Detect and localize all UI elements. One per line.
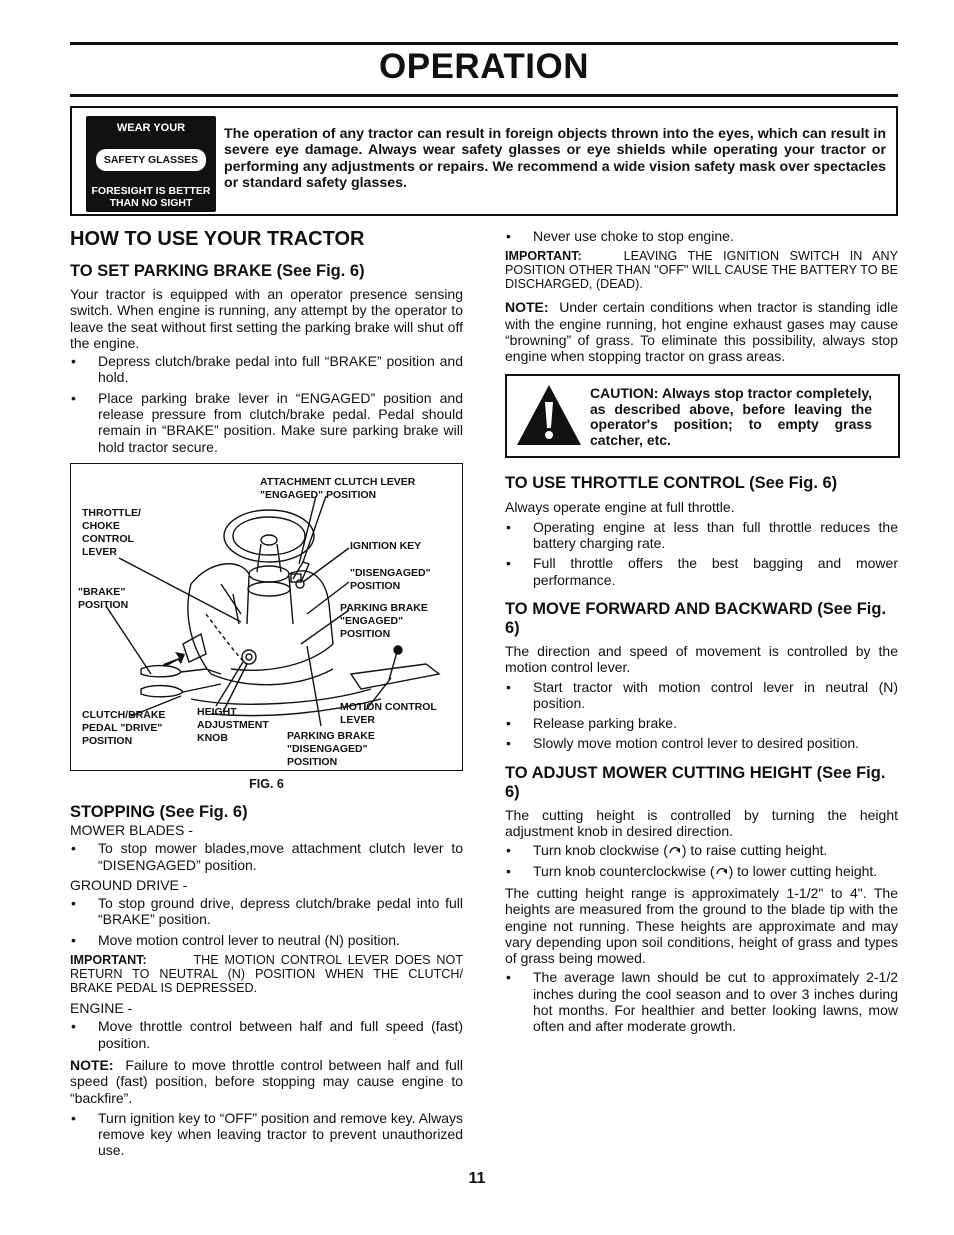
header-rule-top [70,42,898,45]
label-parking-brake-disengaged: PARKING BRAKE "DISENGAGED" POSITION [287,729,375,768]
ground-bullet-1: • To stop ground drive, depress clutch/brake pedal into full “BRAKE” position. [70,895,463,928]
cw-post: ) to raise cutting height. [681,842,828,859]
badge-line-3a: FORESIGHT IS BETTER [91,185,211,197]
ground-bullet-2: • Move motion control lever to neutral (N) position. [70,932,463,948]
move-heading: TO MOVE FORWARD AND BACKWARD (See Fig. 6) [505,599,887,637]
counterclockwise-arrow-icon [715,865,729,876]
throttle-intro: Always operate engine at full throttle. [505,499,735,516]
throttle-heading: TO USE THROTTLE CONTROL (See Fig. 6) [505,474,838,493]
right-column [505,228,898,1035]
important-label-right: IMPORTANT: [505,249,582,264]
counterclockwise-bullet [505,863,898,879]
backfire-note [70,1057,463,1106]
badge-line-2: SAFETY GLASSES [96,149,206,171]
warning-text: The operation of any tractor can result in foreign objects thrown into the eyes, which can result in severe eye damage. Always wear safety glasses or eye shields while operating your tractor or performing any adjustments or repairs. We recommend a wide vision safety mask over spectacles or standard safety glasses. [224,126,886,192]
safety-glasses-warning [70,106,898,216]
label-parking-brake-engaged: PARKING BRAKE "ENGAGED" POSITION [340,601,428,640]
throttle-bullet-1: • Operating engine at less than full throttle reduces the battery charging rate. [505,519,898,552]
label-disengaged-position: "DISENGAGED" POSITION [350,566,431,592]
label-height-adjustment-knob: HEIGHT ADJUSTMENT KNOB [197,705,269,744]
blades-bullet: • To stop mower blades,move attachment clutch lever to “DISENGAGED” position. [70,840,463,873]
badge-line-1: WEAR YOUR [116,122,186,134]
mower-blades-label: MOWER BLADES - [70,821,193,838]
important-text-right: LEAVING THE IGNITION SWITCH IN ANY POSITION OTHER THAN "OFF" WILL CAUSE THE BATTERY TO BE DISCHARGED, (DEAD). [505,249,899,292]
engine-bullet: • Move throttle control between half and full speed (fast) position. [70,1018,463,1051]
label-clutch-brake-pedal: CLUTCH/BRAKE PEDAL "DRIVE" POSITION [82,708,166,747]
label-motion-control-lever: MOTION CONTROL LEVER [340,700,437,726]
browning-note [505,299,898,364]
safety-glasses-badge [86,116,216,212]
parking-bullet-1: • Depress clutch/brake pedal into full “BRAKE” position and hold. [70,353,463,386]
label-attachment-clutch: ATTACHMENT CLUTCH LEVER "ENGAGED" POSITION [260,475,416,501]
steering-wheel-shape [224,510,314,562]
move-intro: The direction and speed of movement is controlled by the motion control lever. [505,642,898,676]
ground-drive-label: GROUND DRIVE - [70,876,188,893]
header-rule-bottom [70,94,898,97]
note-text: Failure to move throttle control between half and full speed (fast) position, before stopping may cause engine to “backfire”. [70,1056,464,1106]
engine-label: ENGINE - [70,1000,133,1017]
figure-caption: FIG. 6 [249,776,284,791]
caution-text: CAUTION: Always stop tractor completely, as described above, before leaving the operator's position; to empty grass catcher, etc. [590,385,872,448]
lawn-bullet: • The average lawn should be cut to approximately 2-1/2 inches during the cool season and to over 3 inches during hot months. For healthier and better looking lawns, mow often and after moderate growth. [505,969,898,1034]
badge-line-3 [86,185,216,209]
page-title: OPERATION [379,47,589,86]
important-neutral [70,953,463,995]
badge-line-3b: THAN NO SIGHT [109,197,193,209]
ccw-post: ) to lower cutting height. [728,862,878,879]
move-bullet-3: • Slowly move motion control lever to desired position. [505,735,898,751]
move-bullet-1: • Start tractor with motion control lever in neutral (N) position. [505,679,898,712]
height-intro: The cutting height is controlled by turning the height adjustment knob in desired direction. [505,806,898,840]
cw-pre: Turn knob clockwise ( [533,842,668,859]
note-label: NOTE: [70,1056,114,1073]
important-label: IMPORTANT: [70,953,147,968]
clockwise-bullet [505,842,898,858]
left-column [70,226,463,1159]
stopping-heading: STOPPING (See Fig. 6) [70,802,248,821]
page-number: 11 [468,1170,486,1187]
note-label-right: NOTE: [505,299,549,316]
note-text-right: Under certain conditions when tractor is standing idle with the engine running, hot engine exhaust gases may cause “browning” of grass. To eliminate this possibility, always stop engine when stopping tractor on grass areas. [505,299,899,365]
height-heading: TO ADJUST MOWER CUTTING HEIGHT (See Fig. 6) [505,763,886,801]
throttle-bullet-2: • Full throttle offers the best bagging and mower performance. [505,555,898,588]
important-ignition [505,249,898,291]
label-brake-position: "BRAKE" POSITION [78,585,129,611]
label-ignition-key: IGNITION KEY [350,539,422,552]
ccw-pre: Turn knob counterclockwise ( [533,862,715,879]
clockwise-arrow-icon [668,844,682,855]
move-bullet-2: • Release parking brake. [505,715,898,731]
parking-intro: Your tractor is equipped with an operator presence sensing switch. When engine is running, any attempt by the operator to leave the seat without first setting the parking brake will shut off the engine. [70,286,463,351]
warning-triangle-icon [515,382,583,448]
figure-6 [70,463,463,771]
important-text: THE MOTION CONTROL LEVER DOES NOT RETURN TO NEUTRAL (N) POSITION WHEN THE CLUTCH/ BRAKE PEDAL IS DEPRESSED. [70,953,464,996]
caution-box [505,374,900,458]
parking-bullet-2: • Place parking brake lever in “ENGAGED” position and release pressure from clutch/brake pedal. Pedal should remain in “BRAKE” position. Make sure parking brake will hold tractor secure. [70,390,463,455]
parking-heading: TO SET PARKING BRAKE (See Fig. 6) [70,262,365,280]
choke-bullet: • Never use choke to stop engine. [505,228,898,244]
label-throttle-choke: THROTTLE/ CHOKE CONTROL LEVER [82,506,141,558]
ignition-key-bullet: • Turn ignition key to “OFF” position and remove key. Always remove key when leaving tractor to prevent unauthorized use. [70,1110,463,1159]
height-range-text: The cutting height range is approximately 1-1/2" to 4". The heights are measured from the ground to the blade tip with the engine not running. These heights are approximate and may vary depending upon soil conditions, height of grass and types of grass being mowed. [505,884,898,967]
main-heading: HOW TO USE YOUR TRACTOR [70,228,365,250]
